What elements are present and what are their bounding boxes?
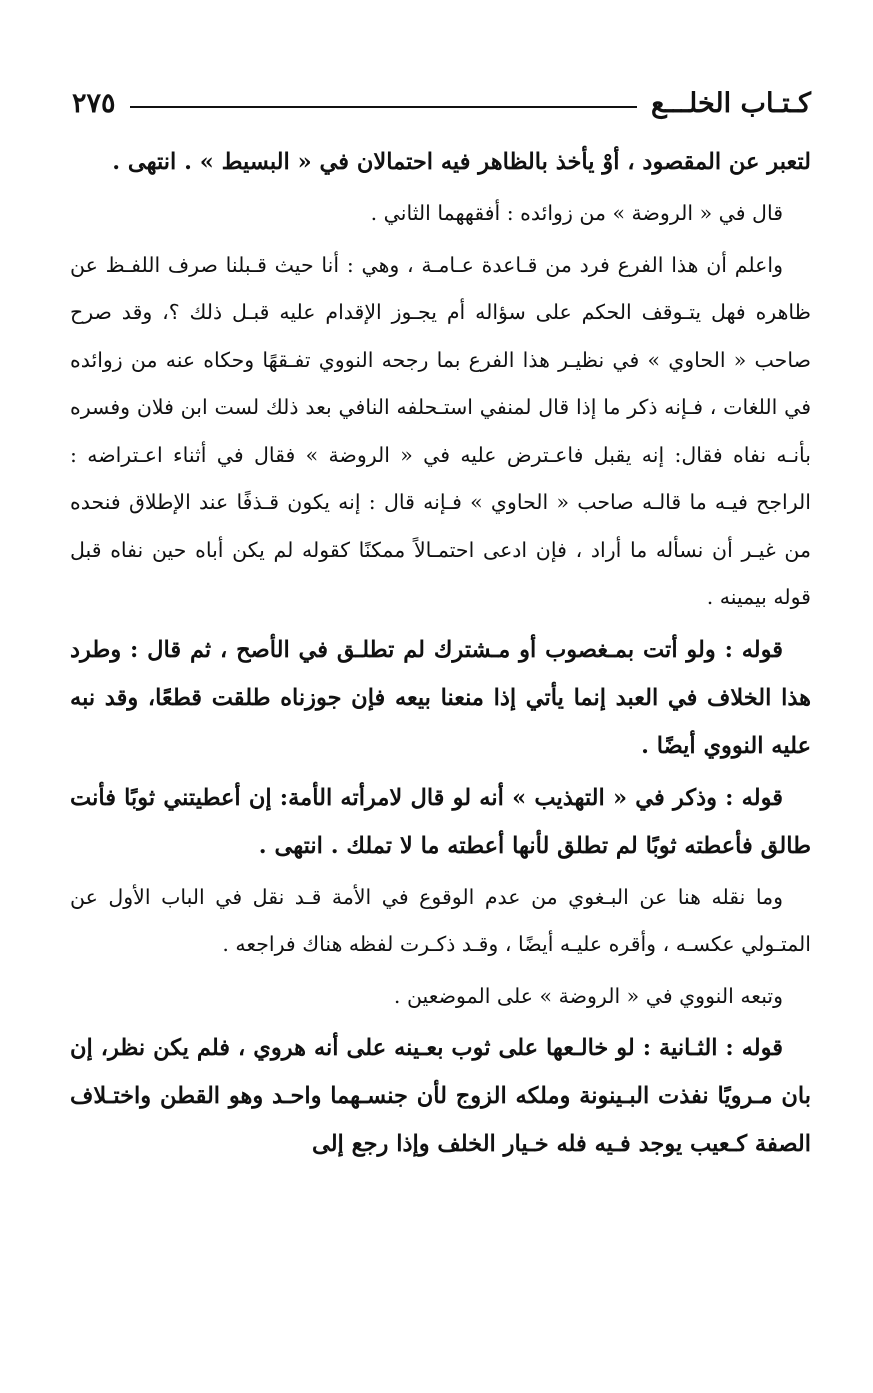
paragraph-2: قال في « الروضة » من زوائده : أفقههما الثاني . <box>370 201 783 225</box>
paragraph-5: قوله : وذكر في « التهذيب » أنه لو قال لامرأته الأمة: إن أعطيتني ثوبًا فأنت طالق فأعطته ثوبًا لم تطلق لأنها أعطته ما لا تملك . انتهى . <box>70 784 811 859</box>
paragraph-8: قوله : الثـانية : لو خالـعها على ثوب بعـينه على أنه هروي ، فلم يكن نظر، إن بان مـرويًا نفذت البـينونة وملكه الزوج لأن جنسـهما واحـد وهو القطن واختـلاف الصفة كـعيب يوجد فـيه فله خـيار الخلف وإذا رجع إلى <box>70 1035 811 1157</box>
header-rule <box>130 106 637 108</box>
paragraph-6: وما نقله هنا عن البـغوي من عدم الوقوع في الأمة قـد نقل في الباب الأول عن المتـولي عكسـه ، وأقره عليـه أيضًا ، وقـد ذكـرت لفظه هناك فراجعه . <box>70 884 811 956</box>
paragraph-1: لتعبر عن المقصود ، أوْ يأخذ بالظاهر فيه احتمالان في « البسيط » . انتهى . <box>112 149 811 175</box>
book-title: كـتـاب الخلـــع <box>650 87 811 119</box>
paragraph-4: قوله : ولو أتت بمـغصوب أو مـشترك لم تطلـق في الأصح ، ثم قال : وطرد هذا الخلاف في العبد إنما يأتي إذا منعنا بيعه فإن جوزناه طلقت قطعًا، وقد نبه عليه النووي أيضًا . <box>70 636 811 759</box>
paragraph-3: واعلم أن هذا الفرع فرد من قـاعدة عـامـة ، وهي : أنا حيث قـبلنا صرف اللفـظ عن ظاهره فهل يتـوقف الحكم على سؤاله أم يجـوز الإقدام عليه قبـل ذلك ؟، وقد صرح صاحب « الحاوي » في نظيـر هذا الفرع بما رجحه النووي تفـقهًا وحكاه عنه من زوائده في اللغات ، فـإنه ذكر ما إذا قال لمنفي استـحلفه النافي بعد ذلك لست ابن فلان وفسره بأنـه نفاه فقال: إنه يقبل فاعـترض عليه في « الروضة » فقال في أثناء اعـتراضه : الراجح فيـه ما قالـه صاحب « الحاوي » فـإنه قال : إنه يكون قـذفًا عند الإطلاق فنحده من غيـر أن نسأله ما أراد ، فإن ادعى احتمـالاً ممكنًا كقوله لم يكن أباه حين نفاه قبل قوله بيمينه . <box>70 252 811 609</box>
running-header <box>72 78 811 128</box>
page-body <box>70 138 811 1168</box>
paragraph-7: وتبعه النووي في « الروضة » على الموضعين . <box>393 983 783 1008</box>
page-number: ٢٧٥ <box>72 87 116 119</box>
